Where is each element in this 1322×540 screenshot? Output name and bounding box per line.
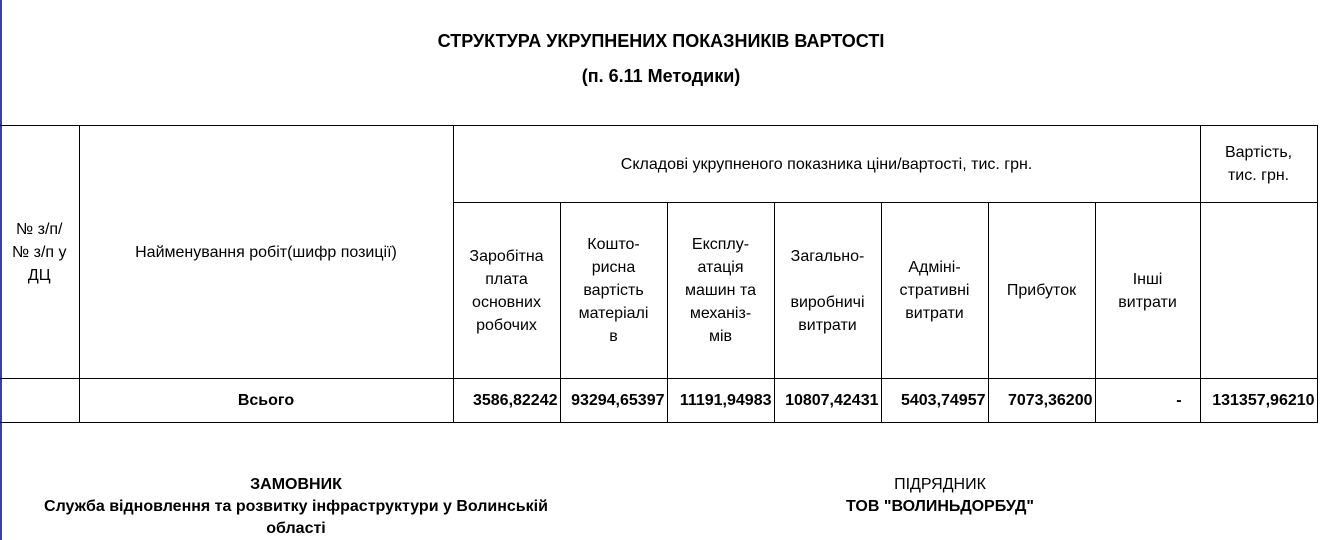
header-components: Складові укрупненого показника ціни/вартості, тис. грн.: [453, 126, 1200, 203]
total-wages: 3586,82242: [453, 379, 560, 423]
total-machines: 11191,94983: [667, 379, 774, 423]
header-overhead: Загально- виробничі витрати: [774, 203, 881, 379]
total-cost: 131357,96210: [1200, 379, 1317, 423]
customer-signature-block: [22, 474, 570, 540]
header-machines: Експлу- атація машин та механіз- мів: [667, 203, 774, 379]
header-admin: Адміні- стративні витрати: [881, 203, 988, 379]
customer-role: ЗАМОВНИК: [250, 476, 342, 493]
header-profit: Прибуток: [988, 203, 1095, 379]
header-name: Найменування робіт(шифр позиції): [79, 126, 453, 379]
contractor-signature-block: [740, 474, 1140, 518]
cost-structure-table: [0, 125, 1318, 423]
customer-org: Служба відновлення та розвитку інфраструктури у Волинській області: [44, 498, 548, 537]
document-title: СТРУКТУРА УКРУПНЕНИХ ПОКАЗНИКІВ ВАРТОСТІ: [437, 31, 885, 51]
total-other: -: [1095, 379, 1200, 423]
total-overhead: 10807,42431: [774, 379, 881, 423]
header-wages: Заробітна плата основних робочих: [453, 203, 560, 379]
header-total: Вартість, тис. грн.: [1200, 126, 1317, 203]
header-total-empty: [1200, 203, 1317, 379]
total-materials: 93294,65397: [560, 379, 667, 423]
total-row: [0, 379, 1317, 423]
total-row-number: [0, 379, 79, 423]
header-row-1: [0, 126, 1317, 203]
header-other: Інші витрати: [1095, 203, 1200, 379]
document-subtitle: (п. 6.11 Методики): [581, 66, 741, 86]
contractor-org: ТОВ "ВОЛИНЬДОРБУД": [846, 498, 1034, 515]
header-number: № з/п/ № з/п у ДЦ: [0, 126, 79, 379]
total-profit: 7073,36200: [988, 379, 1095, 423]
header-materials: Кошто- рисна вартість матеріалі в: [560, 203, 667, 379]
contractor-role: ПІДРЯДНИК: [894, 476, 986, 493]
total-admin: 5403,74957: [881, 379, 988, 423]
total-row-label: Всього: [79, 379, 453, 423]
